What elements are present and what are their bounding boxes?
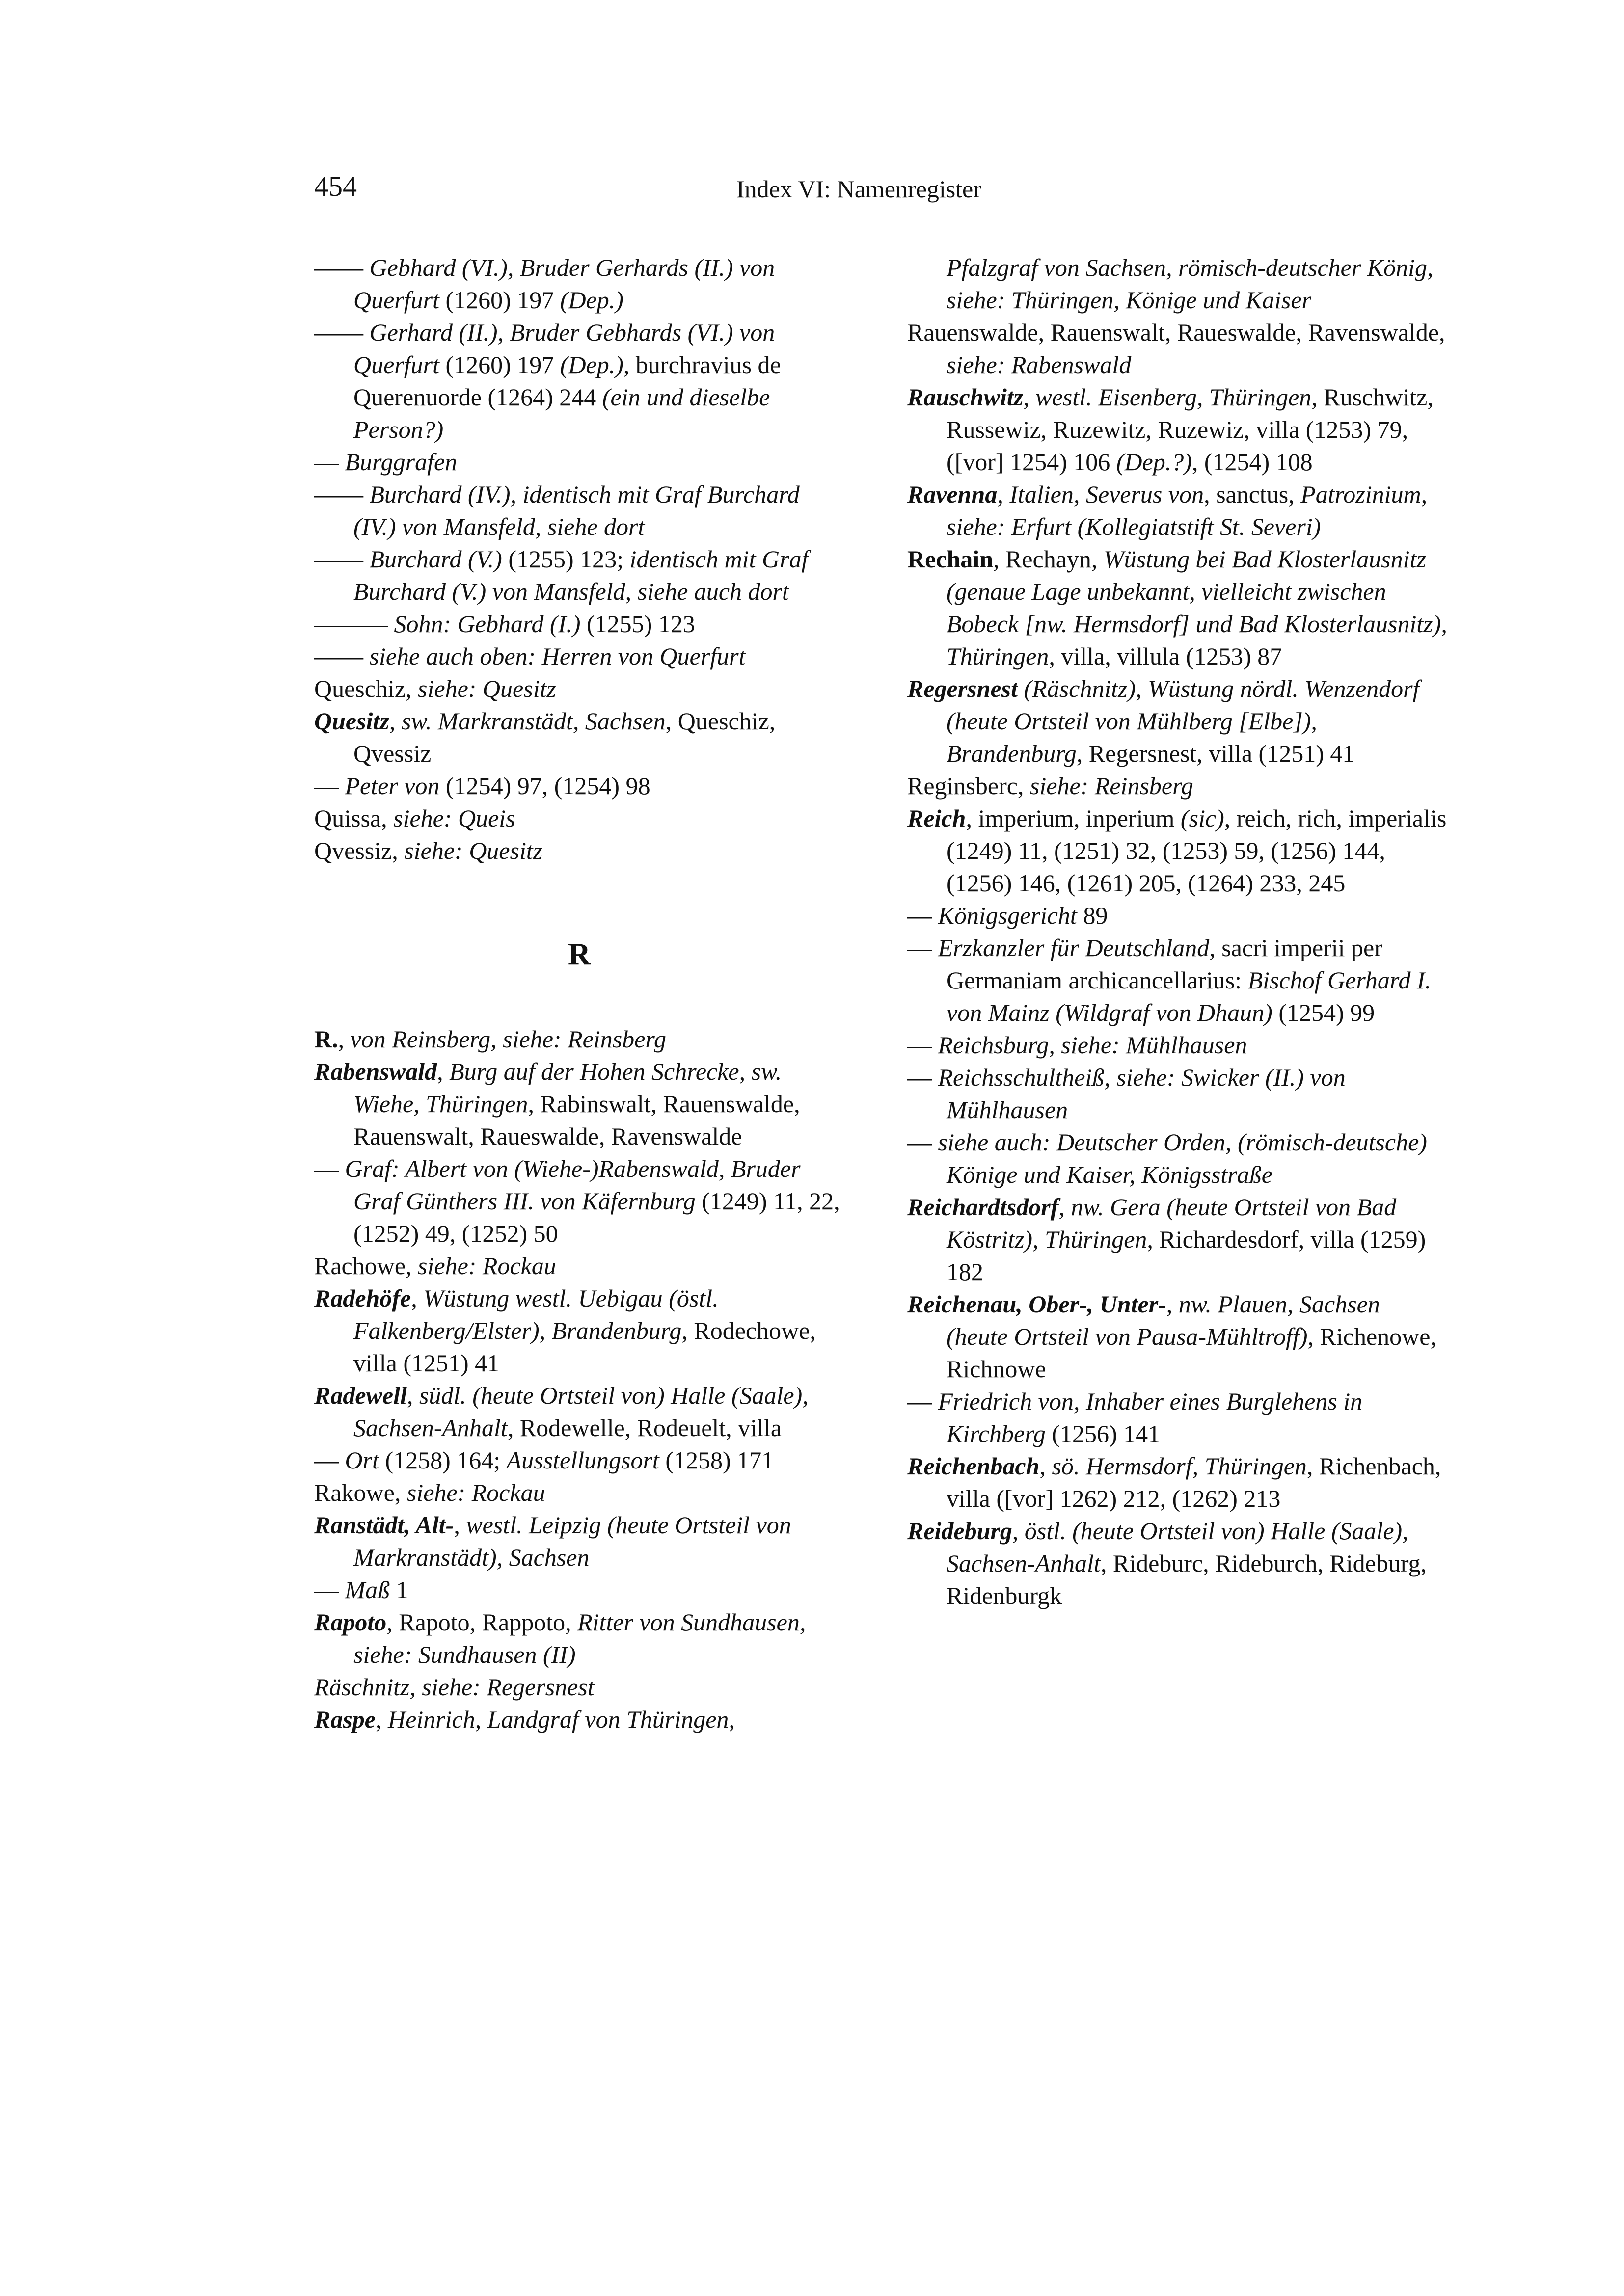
index-entry: — Friedrich von, Inhaber eines Burglehens in Kirchberg (1256) 141 — [907, 1388, 1363, 1447]
index-entry: Rakowe, siehe: Rockau — [314, 1479, 545, 1506]
index-entry: Rabenswald, Burg auf der Hohen Schrecke, sw. Wiehe, Thüringen, Rabinswalt, Rauenswalde, Rauenswalt, Raueswalde, Ravenswalde — [314, 1058, 800, 1150]
index-entry: Rechain, Rechayn, Wüstung bei Bad Klosterlausnitz (genaue Lage unbekannt, vielleicht zwischen Bobeck [nw. Hermsdorf] und Bad Klosterlausnitz), Thüringen, villa, villula (1253) 87 — [907, 545, 1447, 670]
index-entry: Quissa, siehe: Queis — [314, 804, 515, 832]
index-entry: Rauenswalde, Rauenswalt, Raueswalde, Ravenswalde, siehe: Rabenswald — [907, 319, 1445, 378]
index-entry: Reginsberc, siehe: Reinsberg — [907, 772, 1193, 800]
index-entry: Rapoto, Rapoto, Rappoto, Ritter von Sundhausen, siehe: Sundhausen (II) — [314, 1608, 806, 1668]
index-entry: Reichenau, Ober-, Unter-, nw. Plauen, Sachsen (heute Ortsteil von Pausa-Mühltroff), Richenowe, Richnowe — [907, 1290, 1436, 1383]
index-entry: Reideburg, östl. (heute Ortsteil von) Halle (Saale), Sachsen-Anhalt, Rideburc, Rideburch, Rideburg, Ridenburgk — [907, 1517, 1427, 1609]
index-entry: Ravenna, Italien, Severus von, sanctus, Patrozinium, siehe: Erfurt (Kollegiatstift St. Severi) — [907, 481, 1428, 540]
index-entry-continuation: Pfalzgraf von Sachsen, römisch-deutscher König, siehe: Thüringen, Könige und Kaiser — [947, 254, 1434, 314]
running-title: Index VI: Namenregister — [736, 175, 981, 203]
index-entry: Raspe, Heinrich, Landgraf von Thüringen, — [314, 1706, 735, 1733]
index-entry: —— Burchard (V.) (1255) 123; identisch mit Graf Burchard (V.) von Mansfeld, siehe auch dort — [314, 545, 809, 605]
index-entry: Reichenbach, sö. Hermsdorf, Thüringen, Richenbach, villa ([vor] 1262) 212, (1262) 213 — [907, 1452, 1441, 1512]
section-letter: R — [568, 936, 591, 971]
index-entry: Reich, imperium, inperium (sic), reich, rich, imperialis (1249) 11, (1251) 32, (1253) 59, (1256) 144, (1256) 146, (1261) 205, (1264) 233, 245 — [907, 804, 1447, 897]
index-entry: — Graf: Albert von (Wiehe-)Rabenswald, Bruder Graf Günthers III. von Käfernburg (1249) 11, 22, (1252) 49, (1252) 50 — [314, 1155, 840, 1247]
index-entry: — Ort (1258) 164; Ausstellungsort (1258) 171 — [314, 1446, 774, 1474]
index-entry: — Burggrafen — [314, 448, 458, 476]
index-entry: — Königsgericht 89 — [907, 902, 1108, 929]
index-entry: — Maß 1 — [314, 1576, 408, 1603]
index-entry: Regersnest (Räschnitz), Wüstung nördl. Wenzendorf (heute Ortsteil von Mühlberg [Elbe]), Brandenburg, Regersnest, villa (1251) 41 — [907, 675, 1420, 767]
index-entry: Räschnitz, siehe: Regersnest — [314, 1673, 595, 1701]
index-entry: Radehöfe, Wüstung westl. Uebigau (östl. Falkenberg/Elster), Brandenburg, Rodechowe, villa (1251) 41 — [314, 1284, 816, 1377]
index-entry: — Erzkanzler für Deutschland, sacri imperii per Germaniam archicancellarius: Bischof Gerhard I. von Mainz (Wildgraf von Dhaun) (1254) 99 — [907, 934, 1432, 1026]
index-entry: Rachowe, siehe: Rockau — [314, 1252, 556, 1280]
left-column — [314, 251, 844, 1735]
index-entry: — siehe auch: Deutscher Orden, (römisch-deutsche) Könige und Kaiser, Königsstraße — [907, 1128, 1427, 1188]
page-number: 454 — [314, 170, 357, 202]
index-entry: ——— Sohn: Gebhard (I.) (1255) 123 — [314, 610, 695, 638]
index-entry: —— siehe auch oben: Herren von Querfurt — [314, 642, 746, 670]
index-entry: Ranstädt, Alt-, westl. Leipzig (heute Ortsteil von Markranstädt), Sachsen — [314, 1511, 791, 1571]
index-entry: — Peter von (1254) 97, (1254) 98 — [314, 772, 650, 800]
index-entry: — Reichsburg, siehe: Mühlhausen — [907, 1031, 1247, 1059]
index-entry: Quesitz, sw. Markranstädt, Sachsen, Queschiz, Qvessiz — [314, 707, 776, 767]
index-entry: —— Gerhard (II.), Bruder Gebhards (VI.) von Querfurt (1260) 197 (Dep.), burchravius de Querenuorde (1264) 244 (ein und dieselbe Person?) — [314, 319, 781, 443]
index-entry: — Reichsschultheiß, siehe: Swicker (II.) von Mühlhausen — [907, 1064, 1346, 1123]
right-column — [907, 251, 1447, 1612]
index-entry: Queschiz, siehe: Quesitz — [314, 675, 556, 702]
index-entry: R., von Reinsberg, siehe: Reinsberg — [314, 1025, 666, 1053]
index-entry: Rauschwitz, westl. Eisenberg, Thüringen, Ruschwitz, Russewiz, Ruzewitz, Ruzewiz, villa (1253) 79, ([vor] 1254) 106 (Dep.?), (1254) 108 — [907, 383, 1434, 476]
index-entry: Radewell, südl. (heute Ortsteil von) Halle (Saale), Sachsen-Anhalt, Rodewelle, Rodeuelt, villa — [314, 1382, 809, 1442]
index-entry: Qvessiz, siehe: Quesitz — [314, 837, 543, 864]
index-entry: —— Burchard (IV.), identisch mit Graf Burchard (IV.) von Mansfeld, siehe dort — [314, 481, 800, 540]
index-entry: Reichardtsdorf, nw. Gera (heute Ortsteil von Bad Köstritz), Thüringen, Richardesdorf, villa (1259) 182 — [907, 1193, 1426, 1285]
index-entry: —— Gebhard (VI.), Bruder Gerhards (II.) von Querfurt (1260) 197 (Dep.) — [314, 254, 775, 314]
